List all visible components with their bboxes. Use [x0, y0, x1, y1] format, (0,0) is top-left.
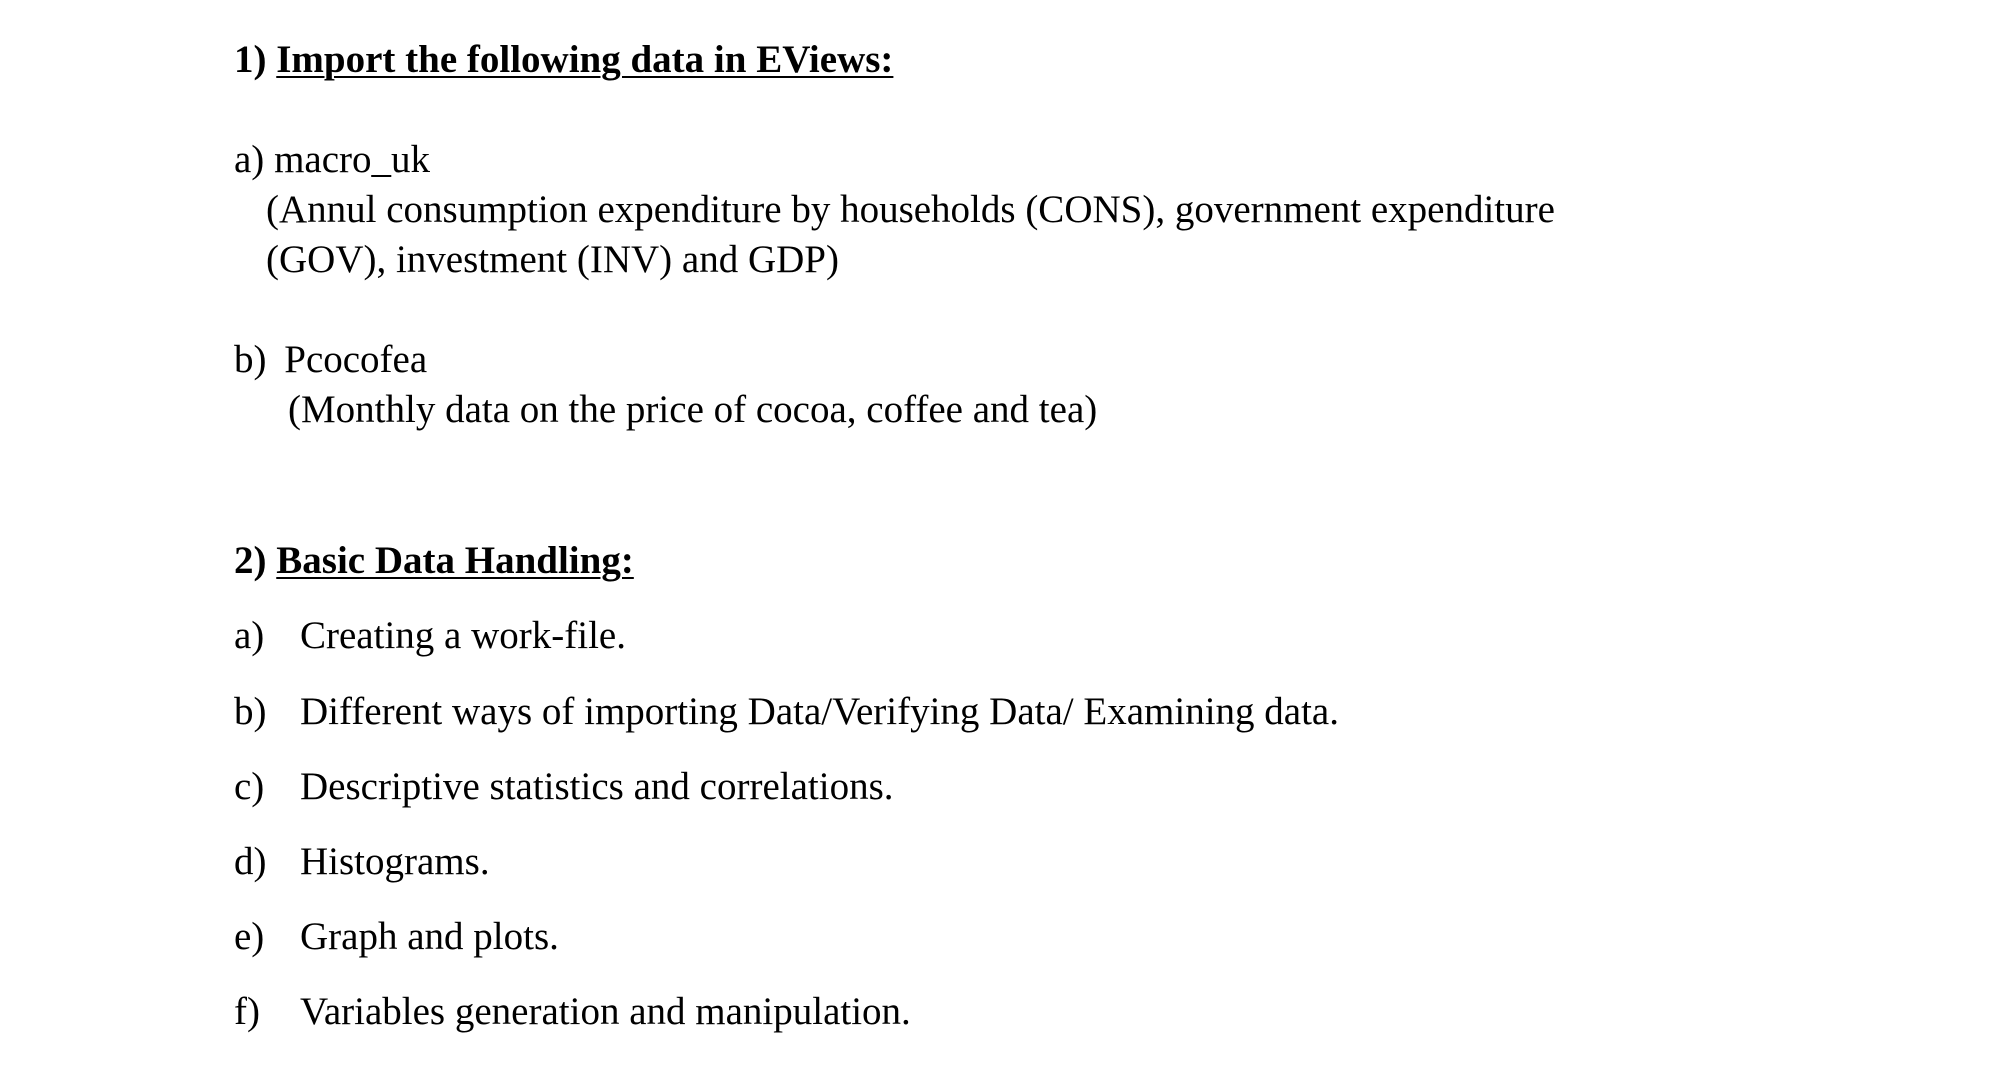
section-2-item-e-text: Graph and plots.	[300, 915, 559, 958]
section-1-item-a-name: macro_uk	[274, 138, 431, 181]
section-1-item-a-description-line-2: (GOV), investment (INV) and GDP)	[266, 238, 839, 281]
section-2-heading	[234, 537, 634, 585]
section-2-item-c	[234, 763, 1634, 811]
section-1-heading	[234, 36, 893, 84]
section-1-item-b-description-line-1: (Monthly data on the price of cocoa, coffee and tea)	[288, 388, 1098, 431]
section-2-item-d-marker: d)	[234, 840, 267, 883]
section-2-item-d	[234, 838, 1634, 886]
section-2-item-e-marker: e)	[234, 915, 265, 958]
section-2-item-a-marker: a)	[234, 614, 265, 657]
section-2-item-b-text: Different ways of importing Data/Verifying Data/ Examining data.	[300, 690, 1339, 733]
section-1-item-b	[234, 336, 427, 384]
section-2-item-f	[234, 988, 1634, 1036]
section-2-item-e	[234, 913, 1634, 961]
section-2-item-c-marker: c)	[234, 765, 265, 808]
section-1-number: 1)	[234, 38, 267, 81]
section-2-item-a	[234, 612, 1634, 660]
section-2-item-f-marker: f)	[234, 990, 260, 1033]
section-2-item-a-text: Creating a work-file.	[300, 614, 626, 657]
section-1-item-b-marker: b)	[234, 338, 267, 381]
section-1-item-a-marker: a)	[234, 138, 265, 181]
section-1-item-b-name: Pcocofea	[284, 338, 428, 381]
section-1-item-a-description-line-1: (Annul consumption expenditure by households (CONS), government expenditure	[266, 188, 1555, 231]
section-1-item-a	[234, 136, 430, 184]
section-1-title: Import the following data in EViews:	[276, 38, 894, 81]
section-2-number: 2)	[234, 539, 267, 582]
section-2-title: Basic Data Handling:	[276, 539, 634, 582]
section-2-item-f-text: Variables generation and manipulation.	[300, 990, 911, 1033]
section-2-item-b-marker: b)	[234, 690, 267, 733]
section-2-item-b	[234, 688, 1634, 736]
section-2-item-c-text: Descriptive statistics and correlations.	[300, 765, 894, 808]
section-2-item-d-text: Histograms.	[300, 840, 490, 883]
